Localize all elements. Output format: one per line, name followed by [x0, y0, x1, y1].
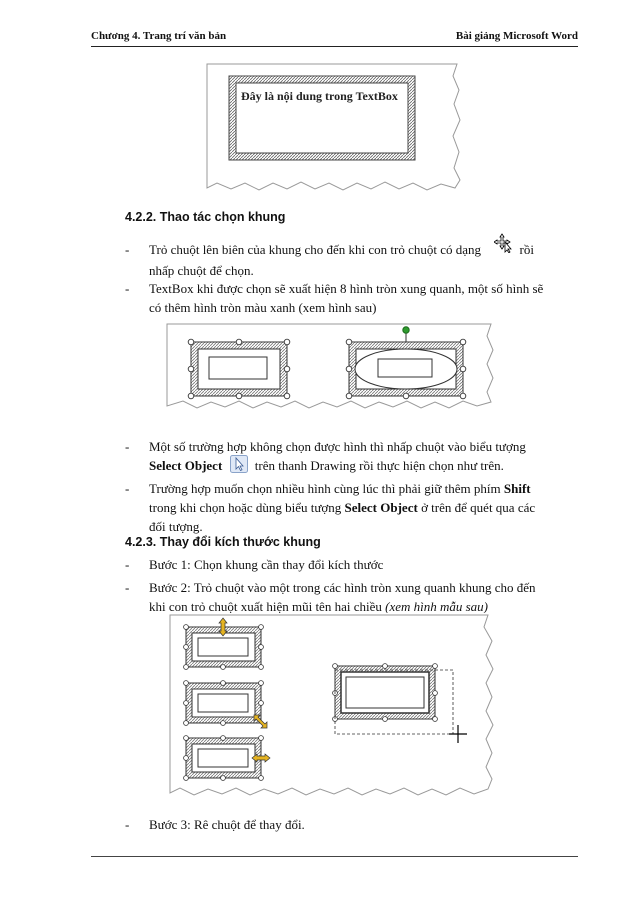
bullet-text: đối tượng.: [149, 519, 203, 534]
bullet-selected-handles: [125, 279, 575, 319]
bullet-text: Một số trường hợp không chọn được hình thì nhấp chuột vào biểu tượng: [149, 439, 526, 454]
bullet-dash: -: [125, 481, 130, 496]
bullet-dash: -: [125, 557, 130, 572]
figure-selected-shapes: [165, 322, 495, 420]
footer-divider: [91, 856, 578, 857]
bullet-text: Trường hợp muốn chọn nhiều hình cùng lúc thì phải giữ thêm phím: [149, 481, 501, 496]
rotate-handle-green: [403, 327, 409, 333]
bold-term: Shift: [503, 481, 531, 496]
bullet-step-3: [125, 815, 575, 835]
bullet-text: Trỏ chuột lên biên của khung cho đến khi con trỏ chuột có dạng: [149, 242, 482, 257]
move-cursor-icon: [494, 233, 514, 253]
figure-textbox-sample: [205, 62, 463, 194]
chapter-title: Chương 4. Trang trí văn bản: [91, 30, 227, 42]
bullet-text: Bước 1: Chọn khung cần thay đổi kích thước: [149, 557, 384, 572]
bullet-hover-border: [125, 240, 575, 280]
section-4-2-2-title: 4.2.2. Thao tác chọn khung: [125, 210, 286, 224]
section-4-2-3-title: 4.2.3. Thay đổi kích thước khung: [125, 535, 321, 549]
bullet-text: Bước 3: Rê chuột để thay đổi.: [149, 817, 305, 832]
bullet-multi-select: [125, 479, 575, 537]
bold-term: Select Object: [149, 458, 223, 473]
bullet-text: rồi: [519, 242, 534, 257]
bullet-text: có thêm hình tròn màu xanh (xem hình sau): [149, 300, 377, 315]
bold-term: Select Object: [344, 500, 418, 515]
course-title: Bài giảng Microsoft Word: [455, 30, 578, 42]
bullet-dash: -: [125, 281, 130, 296]
bullet-text: Bước 2: Trỏ chuột vào một trong các hình tròn xung quanh khung cho đến: [149, 580, 536, 595]
bullet-text: TextBox khi được chọn sẽ xuất hiện 8 hình tròn xung quanh, một số hình sẽ: [149, 281, 544, 296]
italic-note: (xem hình mẫu sau): [385, 599, 489, 614]
figure-resize-handles: [168, 613, 498, 803]
bullet-text: nhấp chuột để chọn.: [149, 263, 254, 279]
bullet-dash: -: [125, 242, 130, 257]
bullet-text: trong khi chọn hoặc dùng biểu tượng: [149, 500, 342, 515]
bullet-step-2: [125, 578, 575, 618]
select-object-icon: [230, 455, 248, 473]
textbox-content-text: Đây là nội dung trong TextBox: [241, 89, 398, 103]
bullet-text: khi con trỏ chuột xuất hiện mũi tên hai chiều: [149, 599, 382, 614]
bullet-dash: -: [125, 580, 130, 595]
bullet-select-object: [125, 437, 575, 479]
bullet-text: trên thanh Drawing rồi thực hiện chọn như trên.: [254, 458, 504, 473]
header-divider: [91, 46, 578, 47]
bullet-dash: -: [125, 439, 130, 454]
bullet-step-1: [125, 555, 575, 575]
bullet-dash: -: [125, 817, 130, 832]
bullet-text: ở trên để quét qua các: [421, 500, 536, 515]
